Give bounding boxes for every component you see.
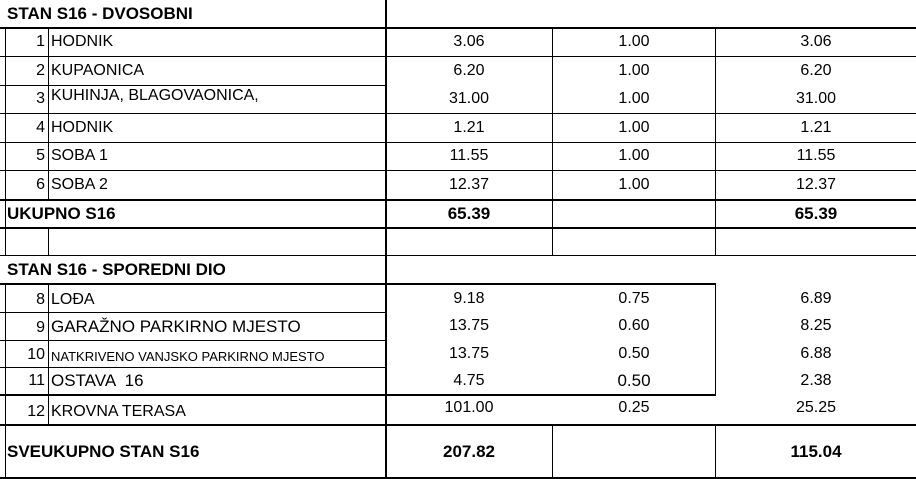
section-title: STAN S16 - DVOSOBNI (7, 3, 193, 23)
row-number: 10 (27, 346, 45, 363)
room-area: 3.06 (453, 33, 485, 50)
table-row (0, 142, 916, 170)
row-number: 11 (28, 371, 45, 389)
room-coefficient: 1.00 (618, 119, 650, 136)
grid-line (715, 426, 716, 478)
table-row (0, 85, 916, 113)
room-name: HODNIK (51, 33, 114, 50)
grand-total-label: SVEUKUPNO STAN S16 (7, 442, 200, 461)
room-name: HODNIK (51, 119, 114, 136)
table-row (0, 114, 916, 142)
room-name: SOBA 2 (51, 175, 108, 193)
table-row (0, 367, 916, 394)
grid-line (715, 284, 716, 394)
room-area: 9.18 (453, 289, 485, 307)
grid-line (385, 0, 387, 479)
grid-line (0, 85, 386, 86)
table-row (0, 170, 916, 199)
grid-line (0, 367, 386, 368)
row-number: 8 (36, 291, 45, 308)
room-total: 8.25 (800, 317, 832, 334)
grid-line (0, 56, 916, 57)
room-area: 31.00 (448, 90, 490, 107)
room-area: 6.20 (453, 62, 485, 79)
room-coefficient: 1.00 (618, 62, 650, 79)
grid-line (0, 312, 386, 313)
grid-line (48, 228, 49, 256)
grid-line (5, 228, 6, 256)
room-area: 1.21 (453, 119, 485, 136)
grid-line (0, 27, 916, 29)
room-coefficient: 0.60 (618, 317, 650, 334)
room-coefficient: 1.00 (618, 33, 650, 50)
room-area: 13.75 (448, 317, 490, 334)
room-total: 6.88 (800, 344, 832, 362)
grid-line (552, 426, 553, 478)
grid-line (0, 170, 916, 171)
grid-line (5, 284, 6, 425)
room-total: 11.55 (796, 147, 836, 164)
room-total: 3.06 (800, 33, 832, 50)
room-coefficient: 0.25 (618, 399, 650, 416)
row-number: 9 (36, 319, 45, 336)
table-row (0, 340, 916, 367)
room-coefficient: 1.00 (618, 175, 650, 193)
section-header-sporedni (0, 256, 916, 284)
table-row (0, 396, 916, 424)
room-name: SOBA 1 (51, 147, 108, 164)
grid-line (715, 28, 716, 256)
room-area: 4.75 (453, 371, 485, 389)
room-coefficient: 1.00 (618, 90, 650, 107)
room-area: 11.55 (449, 147, 489, 164)
room-name: KROVNA TERASA (51, 403, 186, 420)
grid-line (0, 227, 916, 229)
grand-total-row (0, 426, 916, 478)
room-total: 1.21 (800, 119, 832, 136)
room-coefficient: 1.00 (618, 147, 650, 164)
room-total: 12.37 (795, 175, 837, 193)
grid-line (552, 28, 553, 256)
row-number: 6 (36, 175, 45, 193)
table-row (0, 312, 916, 340)
room-coefficient: 0.50 (617, 370, 651, 390)
row-number: 4 (36, 119, 45, 136)
row-number: 1 (36, 33, 45, 50)
grid-line (0, 113, 916, 114)
room-coefficient: 0.50 (618, 344, 650, 362)
room-area: 101.00 (444, 399, 494, 416)
room-name: KUPAONICA (51, 62, 145, 79)
table-row (0, 285, 916, 312)
grand-total-area: 207.82 (443, 442, 495, 461)
row-number: 5 (36, 147, 45, 164)
room-total: 31.00 (795, 90, 837, 107)
row-number: 2 (36, 62, 45, 79)
grand-total-value: 115.04 (790, 442, 842, 461)
room-total: 2.38 (800, 371, 832, 389)
section-title: STAN S16 - SPOREDNI DIO (7, 260, 226, 279)
grid-line (5, 426, 6, 478)
room-area: 12.37 (448, 175, 490, 193)
grid-line (0, 255, 916, 256)
room-total: 6.89 (800, 289, 832, 307)
room-name: KUHINJA, BLAGOVAONICA, (51, 87, 259, 104)
grid-line (5, 28, 6, 228)
grid-line (0, 394, 716, 396)
section-header-dvosobni (0, 0, 916, 27)
grid-line (0, 199, 916, 201)
subtotal-total: 65.39 (794, 203, 838, 223)
grid-line (0, 283, 716, 285)
subtotal-label: UKUPNO S16 (7, 203, 116, 223)
subtotal-area: 65.39 (447, 203, 491, 223)
room-coefficient: 0.75 (618, 289, 650, 307)
room-name: LOĐA (51, 291, 95, 308)
grid-line (0, 424, 916, 426)
grid-line (48, 284, 49, 425)
room-name: NATKRIVENO VANJSKO PARKIRNO MJESTO (51, 349, 325, 364)
room-total: 25.25 (795, 399, 837, 416)
grid-line (0, 340, 386, 341)
row-number: 3 (36, 90, 45, 107)
room-total: 6.20 (800, 62, 832, 79)
subtotal-row (0, 200, 916, 227)
grid-line (48, 28, 49, 200)
room-name: GARAŽNO PARKIRNO MJESTO (51, 317, 301, 336)
room-area: 13.75 (448, 344, 490, 362)
row-number: 12 (27, 403, 45, 420)
table-row (0, 57, 916, 85)
room-name: OSTAVA 16 (51, 370, 144, 390)
table-row (0, 28, 916, 56)
grid-line (0, 142, 916, 143)
